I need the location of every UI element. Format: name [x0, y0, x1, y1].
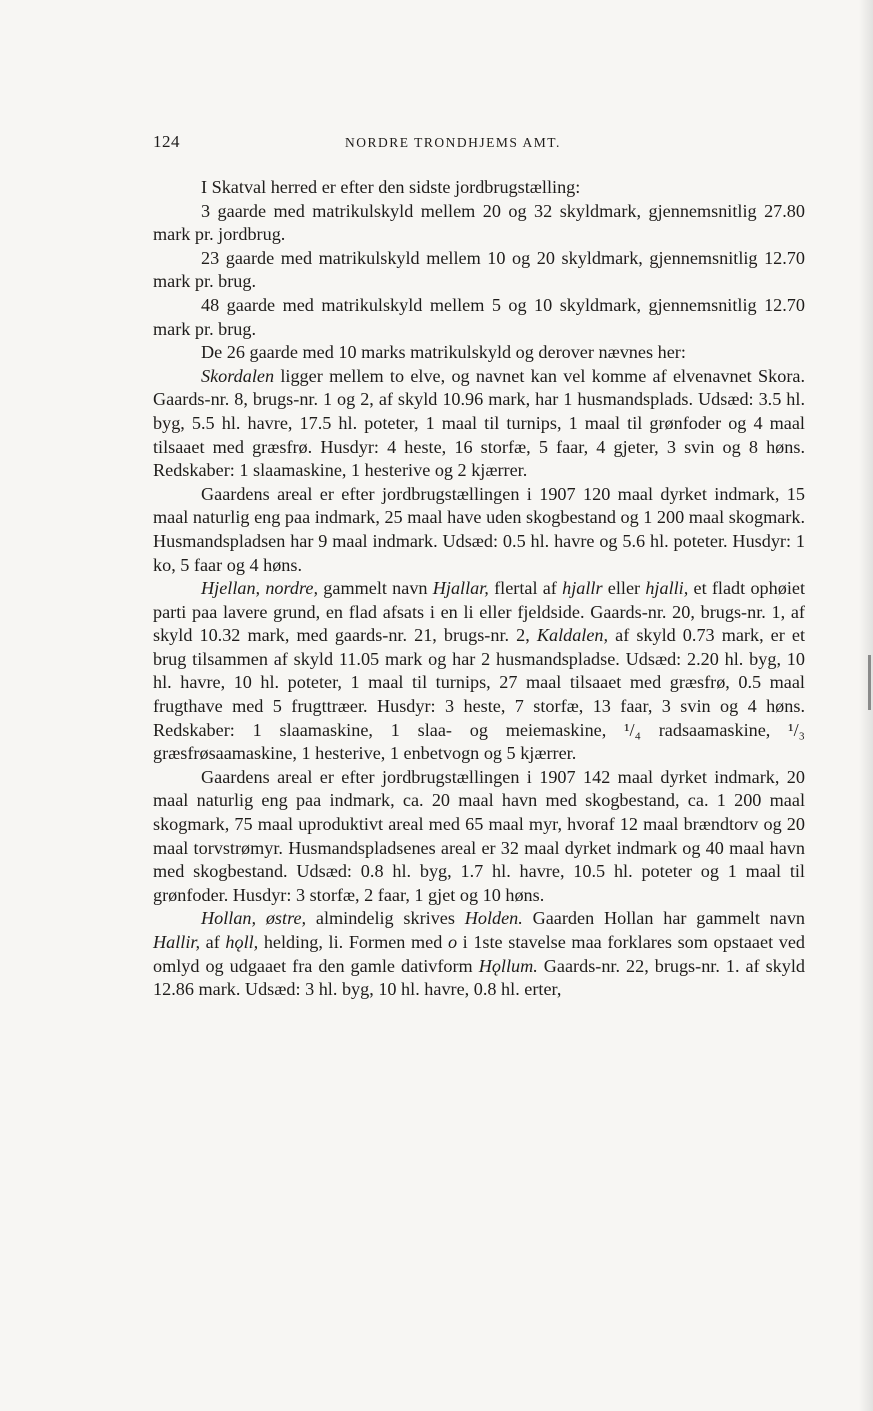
paragraph-group-10-20: 23 gaarde med matrikulskyld mellem 10 og 20 skyldmark, gjennemsnitlig 12.70 mark pr. brug.	[153, 247, 805, 292]
paragraph-skordalen-areal: Gaardens areal er efter jordbrugstællingen i 1907 120 maal dyrket indmark, 15 maal naturlig eng paa indmark, 25 maal have uden skogbestand og 1 200 maal skogmark. Husmandspladsen har 9 maal indmark. Udsæd: 0.5 hl. havre og 5.6 hl. poteter. Husdyr: 1 ko, 5 faar og 4 høns.	[153, 483, 805, 575]
paragraph-group-20-32: 3 gaarde med matrikulskyld mellem 20 og 32 skyldmark, gjennemsnitlig 27.80 mark pr. jordbrug.	[153, 200, 805, 245]
page-header	[153, 132, 813, 156]
paragraph-skordalen: Skordalen ligger mellem to elve, og navnet kan vel komme af elvenavnet Skora. Gaards-nr. 8, brugs-nr. 1 og 2, af skyld 10.96 mark, har 1 husmandsplads. Udsæd: 3.5 hl. byg, 5.5 hl. havre, 17.5 hl. poteter, 1 maal til turnips, 1 maal til grønfoder og 4 maal tilsaaet med græsfrø. Husdyr: 4 heste, 16 storfæ, 5 faar, 4 gjeter, 3 svin og 8 høns. Redskaber: 1 slaamaskine, 1 hesterive og 2 kjærrer.	[153, 365, 805, 481]
running-head: NORDRE TRONDHJEMS AMT.	[345, 135, 561, 150]
farm-name-skordalen: Skordalen	[201, 365, 275, 386]
paragraph-intro: I Skatval herred er efter den sidste jordbrugstælling:	[201, 177, 581, 197]
farm-name-hjellan: Hjellan, nordre,	[201, 578, 319, 599]
page-edge-mark	[868, 655, 871, 710]
paragraph-group-5-10: 48 gaarde med matrikulskyld mellem 5 og 10 skyldmark, gjennemsnitlig 12.70 mark pr. brug.	[153, 294, 805, 339]
body-text	[153, 176, 805, 1002]
paragraph-list-intro: De 26 gaarde med 10 marks matrikulskyld og derover nævnes her:	[201, 342, 686, 363]
page-number: 124	[153, 132, 180, 151]
farm-name-hollan: Hollan, østre,	[201, 908, 307, 929]
paragraph-hjellan-areal: Gaardens areal er efter jordbrugstællingen i 1907 142 maal dyrket indmark, 20 maal naturlig eng paa indmark, ca. 20 maal havn med skogbestand, ca. 1 200 maal skogmark, 75 maal uproduktivt areal med 65 maal myr, hvoraf 12 maal brændtorv og 20 maal torvstrømyr. Husmandspladsenes areal er 32 maal dyrket indmark og 40 maal havn med skogbestand. Udsæd: 0.8 hl. byg, 1.7 hl. havre, 10.5 hl. poteter og 1 maal til grønfoder. Husdyr: 3 storfæ, 2 faar, 1 gjet og 10 høns.	[153, 766, 805, 905]
paragraph-hjellan: Hjellan, nordre, gammelt navn Hjallar, flertal af hjallr eller hjalli, et fladt ophøiet parti paa lavere grund, en flad afsats i en li eller fjeldside. Gaards-nr. 20, brugs-nr. 1, af skyld 10.32 mark, med gaards-nr. 21, brugs-nr. 2, Kaldalen, af skyld 0.73 mark, er et brug tilsammen af skyld 11.05 mark og har 2 husmandspladse. Udsæd: 2.20 hl. byg, 10 hl. havre, 10 hl. poteter, 1 maal til turnips, 27 maal tilsaaet med græsfrø, 0.5 maal frugthave med 5 frugttræer. Husdyr: 3 heste, 7 storfæ, 13 faar, 3 svin og 4 høns. Redskaber: 1 slaamaskine, 1 slaa- og meiemaskine, ¹/₄ radsaamaskine, ¹/₃ græsfrøsaamaskine, 1 hesterive, 1 enbetvogn og 5 kjærrer.	[153, 578, 806, 764]
paragraph-hollan: Hollan, østre, almindelig skrives Holden. Gaarden Hollan har gammelt navn Hallir, af hǫll, helding, li. Formen med o i 1ste stavelse maa forklares som opstaaet ved omlyd og udgaaet fra den gamle dativform Hǫllum. Gaards-nr. 22, brugs-nr. 1. af skyld 12.86 mark. Udsæd: 3 hl. byg, 10 hl. havre, 0.8 hl. erter,	[153, 908, 806, 1000]
